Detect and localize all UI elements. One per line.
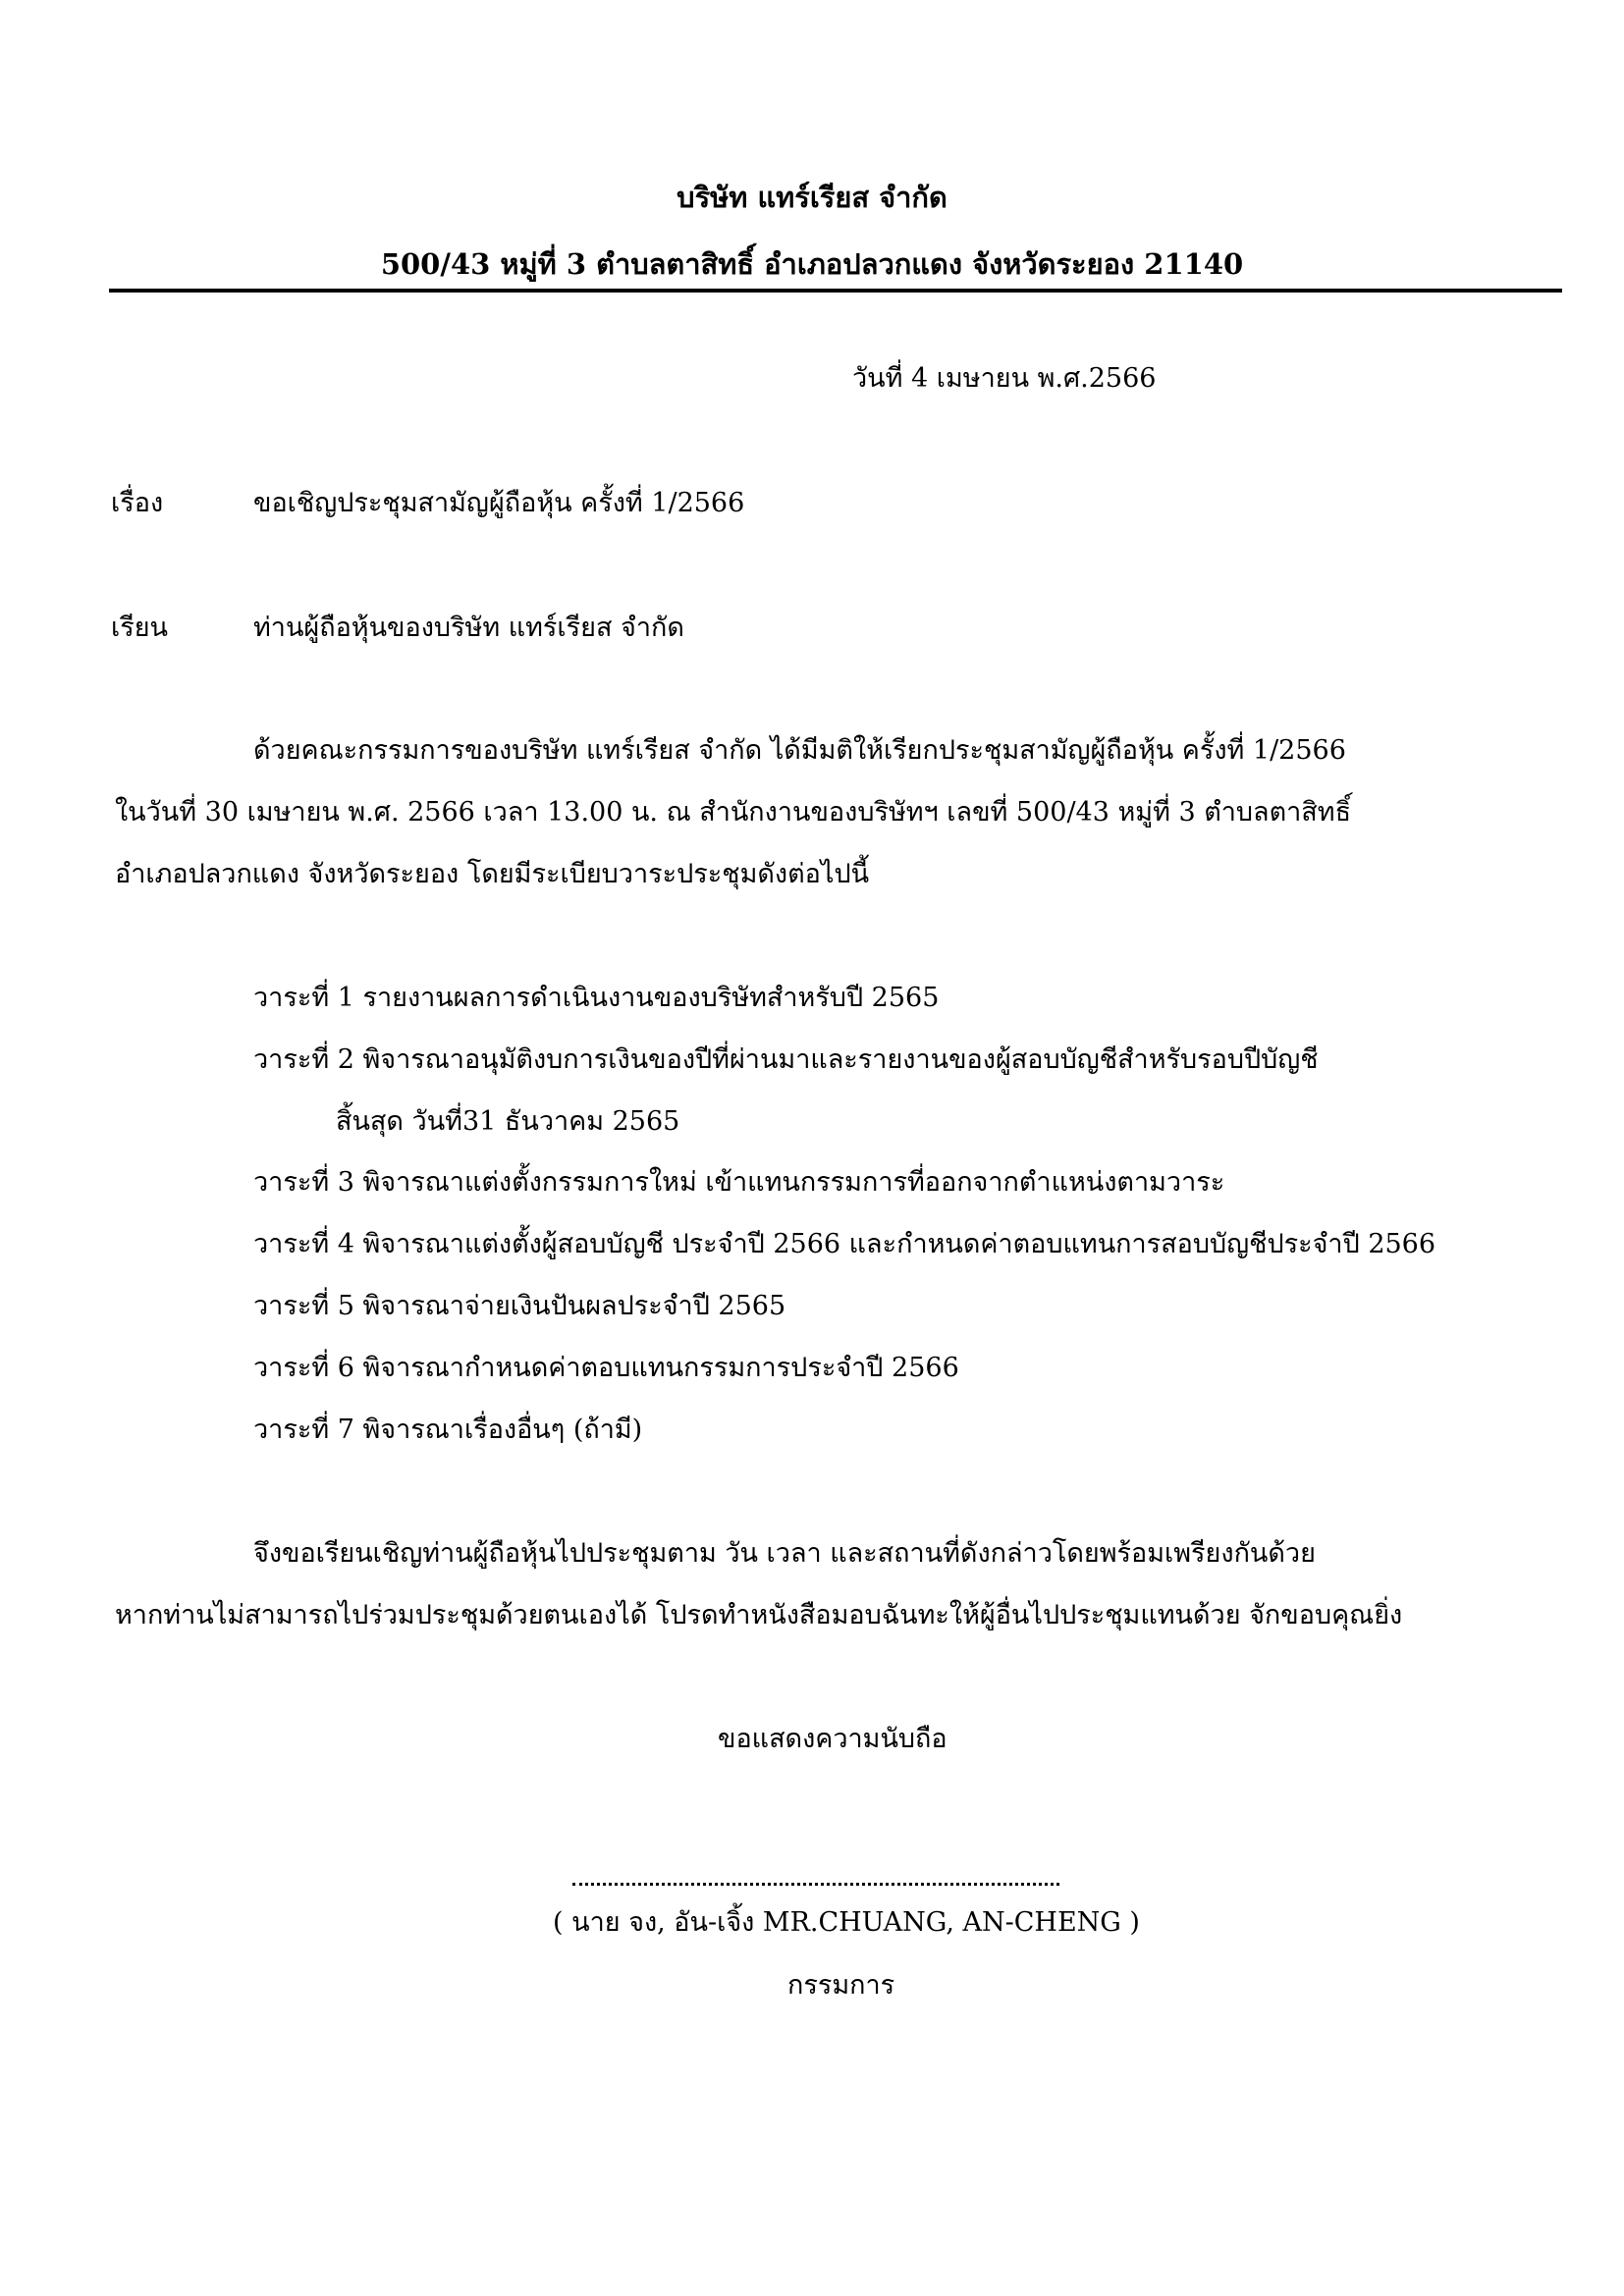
subject-text: ขอเชิญประชุมสามัญผู้ถือหุ้น ครั้งที่ 1/2566 (253, 488, 745, 518)
regards-text: ขอแสดงความนับถือ (718, 1724, 947, 1754)
intro-line-3: อำเภอปลวกแดง จังหวัดระยอง โดยมีระเบียบวาระประชุมดังต่อไปนี้ (115, 859, 870, 889)
closing-line-1: จึงขอเรียนเชิญท่านผู้ถือหุ้นไปประชุมตาม วัน เวลา และสถานที่ดังกล่าวโดยพร้อมเพรียงกันด้วย (253, 1538, 1316, 1569)
recipient-label: เรียน (111, 613, 169, 643)
agenda-item-1: วาระที่ 1 รายงานผลการดำเนินงานของบริษัทสำหรับปี 2565 (253, 983, 940, 1013)
agenda-item-3: วาระที่ 3 พิจารณาแต่งตั้งกรรมการใหม่ เข้าแทนกรรมการที่ออกจากตำแหน่งตามวาระ (253, 1167, 1225, 1198)
agenda-item-5: วาระที่ 5 พิจารณาจ่ายเงินปันผลประจำปี 2565 (253, 1291, 786, 1321)
agenda-item-4: วาระที่ 4 พิจารณาแต่งตั้งผู้สอบบัญชี ประจำปี 2566 และกำหนดค่าตอบแทนการสอบบัญชีประจำปี 2566 (253, 1229, 1436, 1259)
signatory-title: กรรมการ (787, 1970, 895, 2001)
signatory-name: ( นาย จง, อัน-เจิ้ง MR.CHUANG, AN-CHENG ) (553, 1907, 1140, 1938)
recipient-text: ท่านผู้ถือหุ้นของบริษัท แทร์เรียส จำกัด (253, 613, 684, 643)
letter-date: วันที่ 4 เมษายน พ.ศ.2566 (852, 363, 1157, 394)
agenda-item-2: วาระที่ 2 พิจารณาอนุมัติงบการเงินของปีที่ผ่านมาและรายงานของผู้สอบบัญชีสำหรับรอบปีบัญชี (253, 1044, 1319, 1075)
company-address: 500/43 หมู่ที่ 3 ตำบลตาสิทธิ์ อำเภอปลวกแดง จังหวัดระยอง 21140 (380, 247, 1244, 281)
intro-line-2: ในวันที่ 30 เมษายน พ.ศ. 2566 เวลา 13.00 น. ณ สำนักงานของบริษัทฯ เลขที่ 500/43 หมู่ที่ 3 ตำบลตาสิทธิ์ (115, 797, 1352, 828)
intro-line-1: ด้วยคณะกรรมการของบริษัท แทร์เรียส จำกัด ได้มีมติให้เรียกประชุมสามัญผู้ถือหุ้น ครั้งที่ 1/2566 (253, 735, 1346, 766)
agenda-item-6: วาระที่ 6 พิจารณากำหนดค่าตอบแทนกรรมการประจำปี 2566 (253, 1353, 959, 1383)
agenda-item-2-continued: สิ้นสุด วันที่31 ธันวาคม 2565 (336, 1106, 680, 1137)
signature-line (572, 1883, 1059, 1886)
closing-line-2: หากท่านไม่สามารถไปร่วมประชุมด้วยตนเองได้ โปรดทำหนังสือมอบฉันทะให้ผู้อื่นไปประชุมแทนด้วย จักขอบคุณยิ่ง (115, 1600, 1403, 1630)
agenda-item-7: วาระที่ 7 พิจารณาเรื่องอื่นๆ (ถ้ามี) (253, 1415, 643, 1445)
header-divider (109, 289, 1562, 293)
company-name: บริษัท แทร์เรียส จำกัด (677, 181, 947, 214)
subject-label: เรื่อง (111, 488, 164, 518)
